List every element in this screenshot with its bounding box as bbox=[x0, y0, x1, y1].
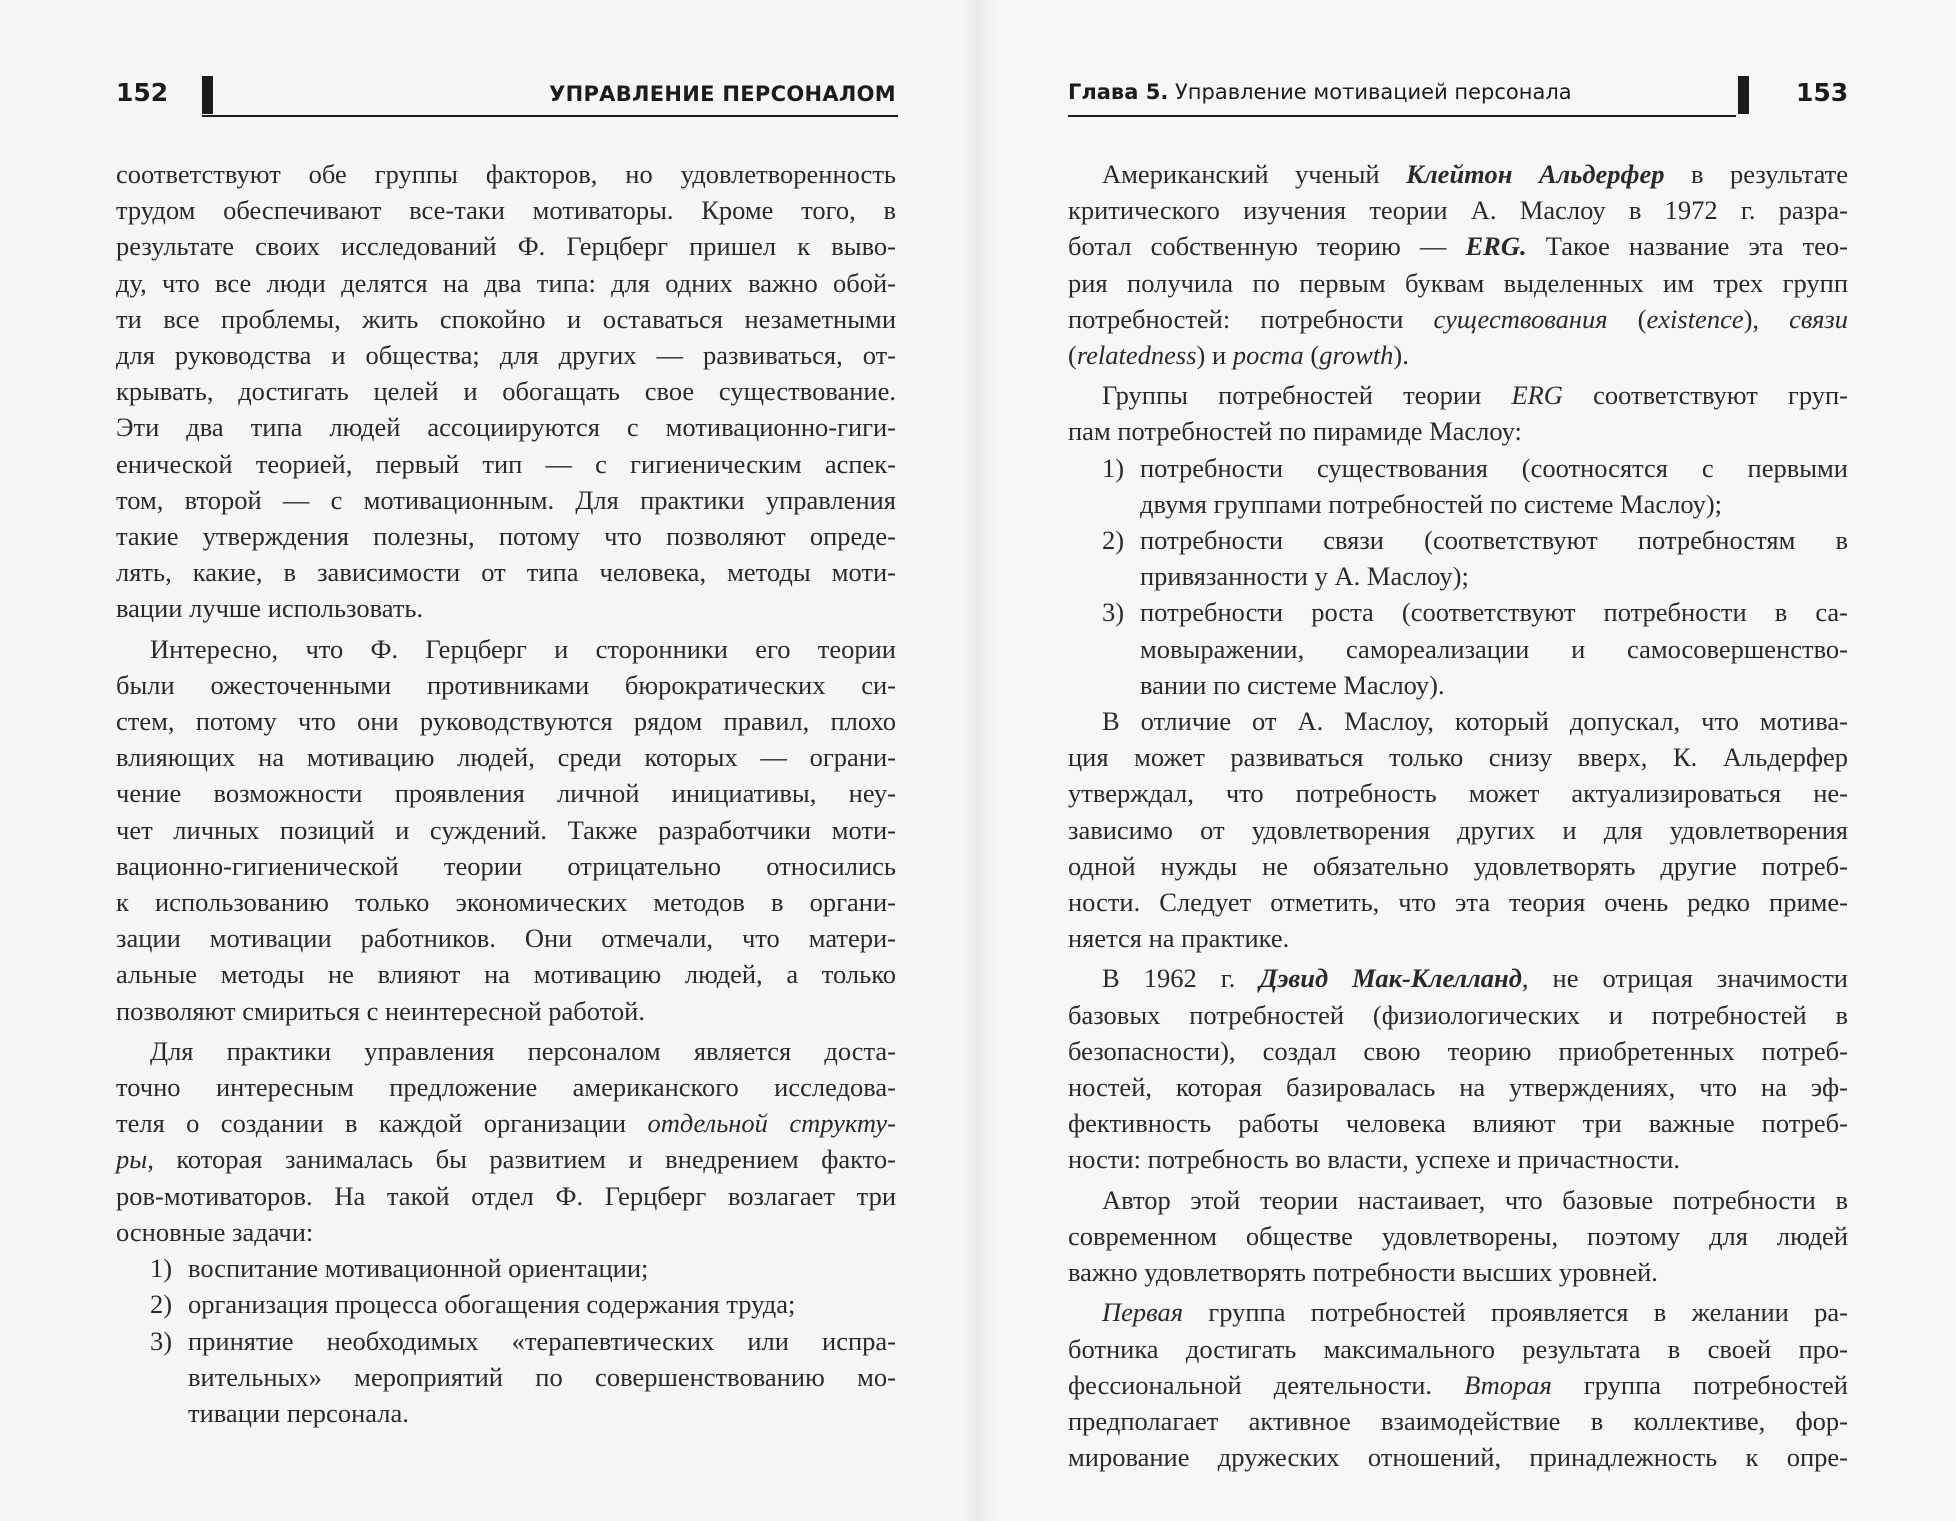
text-line: Интересно, что Ф. Герцберг и сторонники его теории bbox=[150, 633, 896, 664]
text-line: зависимо от удовлетворения других и для удовлетворения bbox=[1068, 814, 1848, 845]
text-line: основные задачи: bbox=[116, 1216, 314, 1247]
text-line: ция может развиваться только снизу вверх, К. Альдерфер bbox=[1068, 742, 1848, 773]
list-number: 1) bbox=[150, 1253, 173, 1284]
text-line: вационно-гигиенической теории отрицательно относились bbox=[116, 850, 896, 881]
left-page-body bbox=[116, 156, 896, 1431]
text-line: Первая группа потребностей проявляется в желании ра- bbox=[1102, 1297, 1848, 1328]
text-line: ботал собственную теорию — ERG. Такое название эта тео- bbox=[1068, 231, 1848, 262]
theory-name: ERG. bbox=[1465, 231, 1527, 262]
text-line: В отличие от А. Маслоу, который допускал, что мотива- bbox=[1102, 706, 1848, 737]
text-line: современном обществе удовлетворены, поэтому для людей bbox=[1068, 1220, 1848, 1251]
text-line: критического изучения теории А. Маслоу в 1972 г. разра- bbox=[1068, 195, 1848, 226]
text-line: позволяют смириться с неинтересной работой. bbox=[116, 995, 645, 1026]
theory-name: ERG bbox=[1511, 380, 1563, 411]
text-line: зации мотивации работников. Они отмечали, что матери- bbox=[116, 923, 896, 954]
right-running-header bbox=[978, 74, 1956, 122]
text-line: важно удовлетворять потребности высших уровней. bbox=[1068, 1257, 1658, 1288]
text-line: фессиональной деятельности. Вторая группа потребностей bbox=[1068, 1369, 1848, 1400]
text-line: фективность работы человека влияют три важные потреб- bbox=[1068, 1108, 1848, 1139]
header-rule bbox=[1068, 115, 1736, 117]
text-line: В 1962 г. Дэвид Мак-Клелланд, не отрицая значимости bbox=[1102, 963, 1848, 994]
left-running-title: УПРАВЛЕНИЕ ПЕРСОНАЛОМ bbox=[549, 82, 896, 106]
text-line: ти все проблемы, жить спокойно и оставаться незаметными bbox=[116, 303, 896, 334]
list-number: 3) bbox=[150, 1325, 173, 1356]
list-item: 1) воспитание мотивационной ориентации; bbox=[116, 1250, 896, 1286]
person-name: Клейтон Альдерфер bbox=[1406, 159, 1665, 189]
text-line: такие утверждения полезны, потому что позволяют опреде- bbox=[116, 521, 896, 552]
text-line: чение возможности проявления личной инициативы, неу- bbox=[116, 778, 896, 809]
text-line: пам потребностей по пирамиде Маслоу: bbox=[1068, 416, 1522, 447]
text-line: крывать, достигать целей и обогащать свое существование. bbox=[116, 376, 896, 407]
right-page-body bbox=[1068, 156, 1848, 1475]
text-line: рия получила по первым буквам выделенных им трех групп bbox=[1068, 267, 1848, 298]
text-line: ности. Следует отметить, что эта теория очень редко приме- bbox=[1068, 887, 1848, 918]
list-item: 1) потребности существования (соотносятся с первыми двумя группами потребностей по системе Маслоу); bbox=[1068, 450, 1848, 522]
right-running-title bbox=[1068, 80, 1572, 104]
text-line: енической теорией, первый тип — с гигиеническим аспек- bbox=[116, 448, 896, 479]
text-line: ров-мотиваторов. На такой отдел Ф. Герцберг возлагает три bbox=[116, 1180, 896, 1211]
chapter-title: Управление мотивацией персонала bbox=[1174, 80, 1572, 104]
list-number: 2) bbox=[1102, 525, 1125, 556]
header-rule bbox=[202, 115, 898, 117]
text-line: утверждал, что потребность может актуализироваться не- bbox=[1068, 778, 1848, 809]
text-line: лять, какие, в зависимости от типа человека, методы моти- bbox=[116, 557, 896, 588]
header-bar bbox=[1738, 76, 1749, 114]
text-line: соответствуют обе группы факторов, но удовлетворенность bbox=[116, 159, 896, 189]
text-line: влияющих на мотивацию людей, среди которых — ограни- bbox=[116, 742, 896, 773]
text-line: точно интересным предложение американского исследова- bbox=[116, 1072, 896, 1103]
person-name: Дэвид Мак-Клелланд bbox=[1259, 963, 1522, 994]
list-item: 3) принятие необходимых «терапевтических или испра- вительных» мероприятий по совершенствованию мо- тивации персонала. bbox=[116, 1323, 896, 1432]
list-number: 2) bbox=[150, 1289, 173, 1320]
list-item: 2) организация процесса обогащения содержания труда; bbox=[116, 1286, 896, 1322]
text-line: предполагает активное взаимодействие в коллективе, фор- bbox=[1068, 1405, 1848, 1436]
book-gutter bbox=[960, 0, 996, 1521]
text-line: Для практики управления персоналом является доста- bbox=[150, 1035, 896, 1066]
text-line: Эти два типа людей ассоциируются с мотивационно-гиги- bbox=[116, 412, 896, 443]
text-line: вации лучше использовать. bbox=[116, 593, 424, 624]
text-line: ду, что все люди делятся на два типа: для одних важно обой- bbox=[116, 267, 896, 298]
text-line: трудом обеспечивают все-таки мотиваторы. Кроме того, в bbox=[116, 195, 896, 226]
right-page bbox=[978, 0, 1956, 1521]
text-line: безопасности), создал свою теорию приобретенных потреб- bbox=[1068, 1035, 1848, 1066]
text-line: Американский ученый Клейтон Альдерфер в результате bbox=[1102, 159, 1849, 189]
text-line: потребностей: потребности существования (existence), связи bbox=[1068, 303, 1848, 334]
text-line: Автор этой теории настаивает, что базовые потребности в bbox=[1102, 1184, 1848, 1215]
text-line: результате своих исследований Ф. Герцберг пришел к выво- bbox=[116, 231, 896, 262]
italic-term: ры, bbox=[116, 1144, 154, 1175]
text-line: Группы потребностей теории ERG соответствуют груп- bbox=[1102, 380, 1848, 411]
list-number: 1) bbox=[1102, 452, 1125, 483]
list-number: 3) bbox=[1102, 597, 1125, 628]
text-line: одной нужды не обязательно удовлетворять другие потреб- bbox=[1068, 850, 1848, 881]
left-running-header bbox=[0, 74, 978, 122]
text-line: для руководства и общества; для других — развиваться, от- bbox=[116, 340, 896, 371]
list-item: 3) потребности роста (соответствуют потребности в са- мовыражении, самореализации и самосовершенство- вании по системе Маслоу). bbox=[1068, 594, 1848, 703]
text-line: том, второй — с мотивационным. Для практики управления bbox=[116, 484, 896, 515]
text-line: базовых потребностей (физиологических и потребностей в bbox=[1068, 999, 1848, 1030]
text-line: ры, которая занималась бы развитием и внедрением факто- bbox=[116, 1144, 896, 1175]
right-page-number: 153 bbox=[1796, 78, 1849, 107]
text-line: чет личных позиций и суждений. Также разработчики моти- bbox=[116, 814, 896, 845]
list-item: 2) потребности связи (соответствуют потребностям в привязанности у А. Маслоу); bbox=[1068, 522, 1848, 594]
text-line: ностей, которая базировалась на утверждениях, что на эф- bbox=[1068, 1072, 1848, 1103]
left-page-number: 152 bbox=[116, 78, 169, 107]
text-line: были ожесточенными противниками бюрократических си- bbox=[116, 669, 896, 700]
text-line: альные методы не влияют на мотивацию людей, а только bbox=[116, 959, 896, 990]
text-line: к использованию только экономических методов в органи- bbox=[116, 887, 896, 918]
text-line: стем, потому что они руководствуются рядом правил, плохо bbox=[116, 706, 896, 737]
text-line: мирование дружеских отношений, принадлежность к опре- bbox=[1068, 1442, 1848, 1473]
chapter-label: Глава 5. bbox=[1068, 80, 1169, 104]
header-bar bbox=[202, 76, 213, 114]
text-line: няется на практике. bbox=[1068, 923, 1290, 954]
text-line: ботника достигать максимального результата в своей про- bbox=[1068, 1333, 1848, 1364]
italic-term: отдельной структу- bbox=[647, 1108, 896, 1139]
text-line: теля о создании в каждой организации отдельной структу- bbox=[116, 1108, 896, 1139]
text-line: ности: потребность во власти, успехе и причастности. bbox=[1068, 1144, 1681, 1175]
text-line: (relatedness) и роста (growth). bbox=[1068, 340, 1409, 371]
